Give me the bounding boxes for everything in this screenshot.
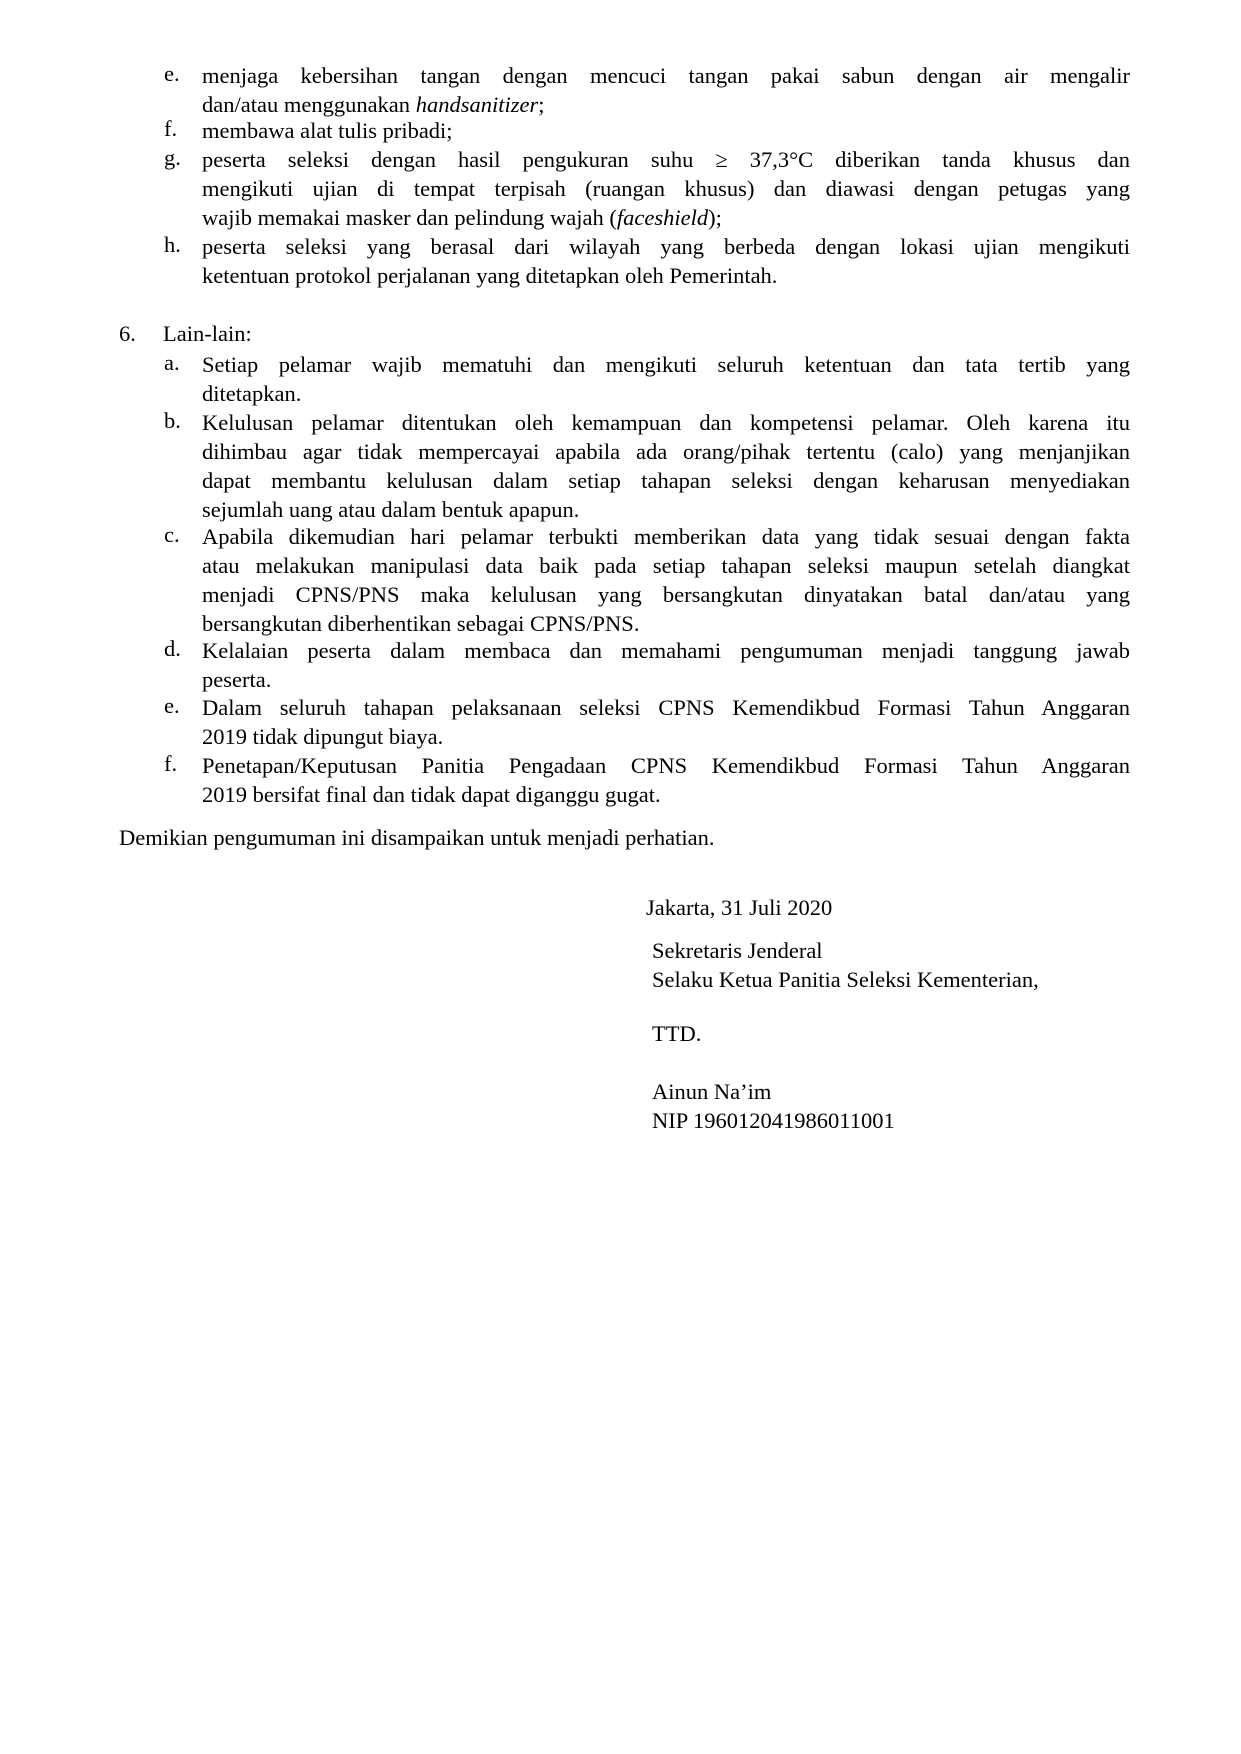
list-letter: e. bbox=[164, 61, 180, 86]
list-item-6a bbox=[164, 350, 1130, 408]
list-item-6d bbox=[164, 636, 1130, 694]
list-item-line: ditetapkan. bbox=[202, 381, 302, 406]
section-title: Lain-lain: bbox=[163, 321, 252, 346]
italic-term: faceshield bbox=[616, 205, 709, 230]
list-item-line: dihimbau agar tidak mempercayai apabila ada orang/pihak tertentu (calo) yang menjanjikan bbox=[202, 439, 1130, 464]
list-item-line: Penetapan/Keputusan Panitia Pengadaan CPNS Kemendikbud Formasi Tahun Anggaran bbox=[202, 753, 1130, 778]
signature-block bbox=[652, 936, 1039, 994]
list-item-e-hygiene bbox=[164, 61, 1130, 119]
list-letter: c. bbox=[164, 522, 180, 547]
list-item-line: peserta. bbox=[202, 667, 272, 692]
list-letter: e. bbox=[164, 693, 180, 718]
list-item-line: dan/atau menggunakan handsanitizer; bbox=[202, 92, 545, 117]
list-item-line: membawa alat tulis pribadi; bbox=[202, 118, 453, 143]
list-item-line: 2019 tidak dipungut biaya. bbox=[202, 724, 444, 749]
list-item-h-travel bbox=[164, 232, 1130, 290]
signature-place-date: Jakarta, 31 Juli 2020 bbox=[646, 895, 833, 920]
signatory-nip: NIP 196012041986011001 bbox=[652, 1108, 895, 1133]
list-item-6c bbox=[164, 522, 1130, 638]
signatory-name: Ainun Na’im bbox=[652, 1079, 772, 1104]
list-item-line: peserta seleksi dengan hasil pengukuran suhu ≥ 37,3°C diberikan tanda khusus dan bbox=[202, 147, 1130, 172]
list-item-line: menjadi CPNS/PNS maka kelulusan yang bersangkutan dinyatakan batal dan/atau yang bbox=[202, 582, 1130, 607]
list-item-line: Dalam seluruh tahapan pelaksanaan seleksi CPNS Kemendikbud Formasi Tahun Anggaran bbox=[202, 695, 1130, 720]
list-letter: f. bbox=[164, 751, 178, 776]
list-item-line: peserta seleksi yang berasal dari wilayah yang berbeda dengan lokasi ujian mengikuti bbox=[202, 234, 1130, 259]
list-item-line: Apabila dikemudian hari pelamar terbukti memberikan data yang tidak sesuai dengan fakta bbox=[202, 524, 1130, 549]
list-letter: d. bbox=[164, 636, 181, 661]
signature-position-1: Sekretaris Jenderal bbox=[652, 938, 823, 963]
signature-position-2: Selaku Ketua Panitia Seleksi Kementerian, bbox=[652, 967, 1039, 992]
section-6-heading bbox=[119, 321, 252, 347]
list-item-line: 2019 bersifat final dan tidak dapat diganggu gugat. bbox=[202, 782, 661, 807]
list-item-g-temperature bbox=[164, 145, 1130, 232]
list-item-6f bbox=[164, 751, 1130, 809]
list-letter: h. bbox=[164, 232, 181, 257]
list-item-line: Setiap pelamar wajib mematuhi dan mengikuti seluruh ketentuan dan tata tertib yang bbox=[202, 352, 1130, 377]
list-item-line: mengikuti ujian di tempat terpisah (ruangan khusus) dan diawasi dengan petugas yang bbox=[202, 176, 1130, 201]
closing-paragraph: Demikian pengumuman ini disampaikan untuk menjadi perhatian. bbox=[119, 825, 715, 850]
list-item-line: wajib memakai masker dan pelindung wajah (faceshield); bbox=[202, 205, 722, 230]
section-number: 6. bbox=[119, 321, 136, 346]
list-item-line: menjaga kebersihan tangan dengan mencuci tangan pakai sabun dengan air mengalir bbox=[202, 63, 1130, 88]
list-letter: a. bbox=[164, 350, 180, 375]
list-item-line: atau melakukan manipulasi data baik pada setiap tahapan seleksi maupun setelah diangkat bbox=[202, 553, 1130, 578]
list-item-line: Kelalaian peserta dalam membaca dan memahami pengumuman menjadi tanggung jawab bbox=[202, 638, 1130, 663]
list-item-f-stationery bbox=[164, 116, 1130, 145]
signature-ttd: TTD. bbox=[652, 1021, 702, 1046]
list-item-line: dapat membantu kelulusan dalam setiap tahapan seleksi dengan keharusan menyediakan bbox=[202, 468, 1130, 493]
italic-term: handsanitizer bbox=[415, 92, 539, 117]
signatory-block bbox=[652, 1077, 895, 1135]
list-letter: b. bbox=[164, 408, 181, 433]
list-item-6e bbox=[164, 693, 1130, 751]
list-letter: f. bbox=[164, 116, 178, 141]
list-item-line: Kelulusan pelamar ditentukan oleh kemampuan dan kompetensi pelamar. Oleh karena itu bbox=[202, 410, 1130, 435]
list-item-line: ketentuan protokol perjalanan yang ditetapkan oleh Pemerintah. bbox=[202, 263, 778, 288]
list-item-line: sejumlah uang atau dalam bentuk apapun. bbox=[202, 497, 580, 522]
list-item-6b bbox=[164, 408, 1130, 524]
list-item-line: bersangkutan diberhentikan sebagai CPNS/PNS. bbox=[202, 611, 640, 636]
list-letter: g. bbox=[164, 145, 181, 170]
